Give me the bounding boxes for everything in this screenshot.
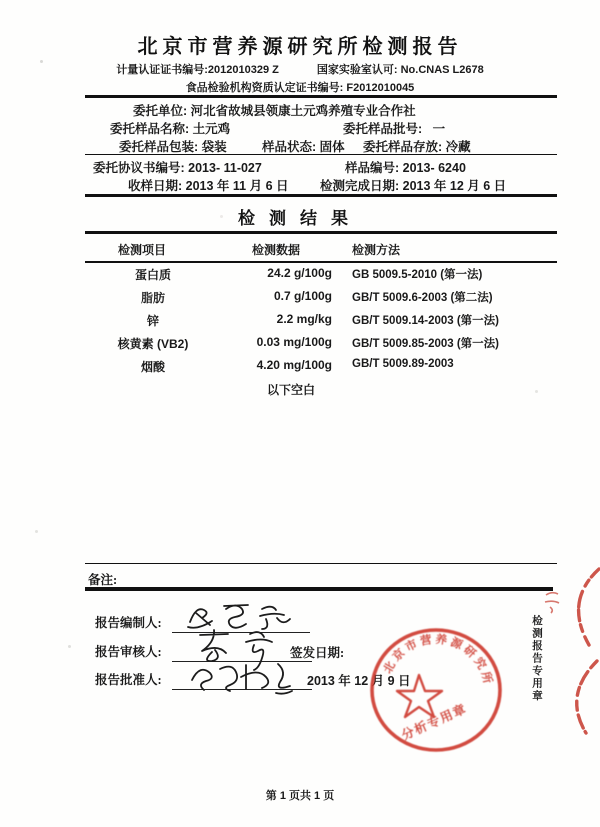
client-label: 委托单位:: [133, 104, 188, 118]
result-method: GB/T 5009.6-2003 (第二法): [352, 292, 493, 304]
cert-food-inspection: 食品检验机构资质认定证书编号: F2012010045: [185, 82, 415, 94]
sample-name-value: 土元鸡: [192, 122, 231, 136]
sample-name-field: [110, 119, 230, 137]
edge-stamp-smudge: [545, 593, 559, 613]
result-method: GB/T 5009.14-2003 (第一法): [352, 315, 500, 327]
issue-date-label: 签发日期:: [290, 646, 345, 660]
stamp-purpose-text: 分析专用章: [399, 701, 470, 743]
package-field: [119, 137, 227, 155]
cert-lab-accreditation: 国家实验室认可: No.CNAS L2678: [316, 64, 484, 76]
client-row: [133, 101, 416, 119]
page-title: 北京市营养源研究所检测报告: [137, 36, 463, 58]
result-item: 核黄素 (VB2): [117, 337, 189, 351]
page-number: 第 1 页共 1 页: [265, 790, 335, 802]
cert-metrology: 计量认证证书编号:2012010329 Z: [116, 64, 279, 76]
state-label: 样品状态:: [262, 140, 317, 154]
divider-remarks-bottom: [85, 587, 553, 591]
result-value: 2.2 mg/kg: [276, 312, 332, 326]
received-value: 2013 年 11 月 6 日: [185, 179, 289, 193]
edge-partial-stamps: [540, 555, 600, 785]
received-date-field: [128, 176, 289, 194]
agreement-label: 委托协议书编号:: [93, 161, 185, 175]
result-item: 锌: [146, 314, 159, 328]
result-method: GB 5009.5-2010 (第一法): [352, 269, 483, 281]
side-seal-caption: 检测报告专用章: [531, 615, 542, 703]
column-header-data: 检测数据: [252, 243, 301, 257]
batch-value: 一: [432, 122, 446, 136]
divider-info-bottom: [85, 194, 557, 197]
signature-approved: [184, 660, 314, 696]
sample-no-label: 样品编号:: [345, 161, 400, 175]
remarks-label: 备注:: [88, 573, 118, 587]
batch-field: [343, 119, 445, 137]
completed-date-field: [320, 176, 506, 194]
divider-info-thin: [85, 154, 557, 155]
blank-below-note: 以下空白: [266, 383, 315, 397]
stamp-institute-name: 北京市营养源研究所: [381, 633, 494, 688]
storage-field: [363, 137, 471, 155]
column-header-method: 检测方法: [352, 243, 401, 257]
batch-label: 委托样品批号:: [343, 122, 423, 136]
reviewed-by-label: 报告审核人:: [95, 645, 162, 659]
sample-name-label: 委托样品名称:: [110, 122, 190, 136]
package-label: 委托样品包装:: [119, 140, 199, 154]
result-value: 0.7 g/100g: [273, 289, 332, 303]
divider-results-top: [85, 231, 557, 234]
completed-label: 检测完成日期:: [320, 179, 400, 193]
result-method: GB/T 5009.85-2003 (第一法): [352, 338, 500, 350]
stamp-star-icon: [397, 675, 442, 717]
sample-no-value: 2013- 6240: [402, 161, 466, 175]
result-item: 蛋白质: [134, 268, 171, 282]
package-value: 袋装: [201, 140, 227, 154]
result-value: 24.2 g/100g: [267, 266, 332, 280]
completed-value: 2013 年 12 月 6 日: [402, 179, 507, 193]
agreement-field: [93, 158, 262, 176]
received-label: 收样日期:: [128, 179, 183, 193]
issue-date-value: 2013 年 12 月 9 日: [307, 674, 411, 688]
result-value: 0.03 mg/100g: [256, 335, 332, 349]
client-value: 河北省故城县领康土元鸡养殖专业合作社: [190, 104, 416, 118]
divider-remarks-top: [85, 563, 557, 564]
state-value: 固体: [319, 140, 345, 154]
official-stamp: [361, 622, 513, 758]
storage-label: 委托样品存放:: [363, 140, 443, 154]
divider-table-header: [85, 261, 557, 263]
storage-value: 冷藏: [445, 140, 471, 154]
prepared-by-label: 报告编制人:: [95, 616, 162, 630]
results-section-title: 检测结果: [238, 209, 362, 228]
sample-no-field: [345, 158, 466, 176]
result-item: 脂肪: [140, 291, 165, 305]
divider-header: [85, 95, 557, 98]
agreement-value: 2013- 11-027: [188, 161, 262, 175]
state-field: [262, 137, 345, 155]
approved-by-label: 报告批准人:: [95, 673, 162, 687]
column-header-item: 检测项目: [118, 243, 167, 257]
result-item: 烟酸: [140, 360, 165, 374]
result-method: GB/T 5009.89-2003: [352, 358, 454, 370]
result-value: 4.20 mg/100g: [256, 358, 332, 372]
certification-line: [0, 61, 600, 77]
